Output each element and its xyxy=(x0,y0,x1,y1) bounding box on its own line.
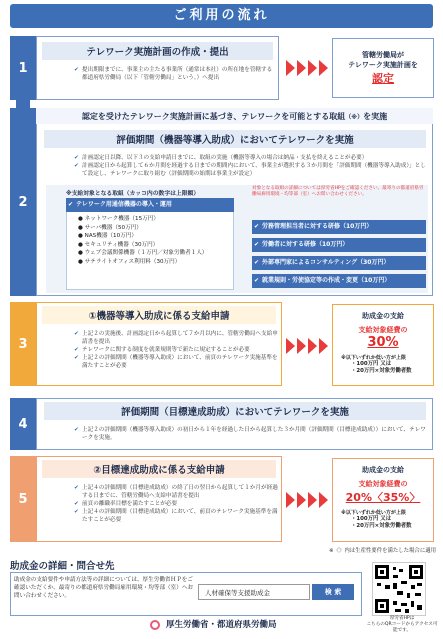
step1-side-box xyxy=(332,38,434,98)
support-limits: ・100万円 又は ・20万円×対象労働者数 xyxy=(351,361,412,374)
side-line: テレワーク実施計画を xyxy=(348,61,418,69)
check-icon: ✔ xyxy=(74,155,79,161)
support-value: 20%〈35%〉 xyxy=(345,491,421,504)
list-item: ● サテライトオフィス利用料（30万円） xyxy=(78,258,181,265)
arrow-group-3 xyxy=(286,338,330,354)
right-item-2: ✔ 労働者に対する研修（10万円） xyxy=(252,238,426,252)
qr-code-icon xyxy=(372,562,426,616)
list-item: ● セキュリティ機器（30万円） xyxy=(78,241,159,248)
list-item: ● サーバ機器（50万円） xyxy=(78,224,142,231)
arrow-group-1 xyxy=(286,60,330,76)
target-note: 対象となる取組の詳細については厚労省HPをご確認ください。最寄りの都道府県労働局雇用環境・均等部（室）へお問い合わせください。 xyxy=(252,186,424,197)
check-icon: ✔ xyxy=(74,509,79,515)
arrow-right-icon xyxy=(308,60,317,76)
arrow-right-icon xyxy=(308,338,317,354)
side-line: 管轄労働局が xyxy=(362,51,404,59)
search-input[interactable]: 人材確保等支援助成金 xyxy=(198,584,310,600)
step-number-5: 5 xyxy=(10,456,36,542)
step-number-3: 3 xyxy=(10,302,36,386)
check-icon: ✔ xyxy=(74,347,79,353)
contact-body: 助成金の支給要件や申請方法等の詳細については、厚生労働省ＨＰをご確認いただくか、最寄りの都道府県労働局雇用環境・均等部（室）へお問い合わせください。 xyxy=(14,577,194,599)
footer-label: 厚生労働省・都道府県労働局 xyxy=(166,620,277,630)
arrow-right-icon xyxy=(308,492,317,508)
footnote: ※〈〉内は生産性要件を満たした場合に適用 xyxy=(329,548,436,554)
list-item: ● ネットワーク機器（15万円） xyxy=(78,216,159,222)
right-item-3: ✔ 外部専門家によるコンサルティング（30万円） xyxy=(252,256,426,270)
right-item-1: ✔ 労務管理担当者に対する研修（10万円） xyxy=(252,220,426,234)
contact-title: 助成金の詳細・問合せ先 xyxy=(10,561,115,572)
arrow-right-icon xyxy=(319,338,328,354)
support-label: 支給対象経費の xyxy=(358,326,408,334)
support-title: 助成金の支給 xyxy=(362,466,404,474)
step5-heading: ②目標達成助成に係る支給申請 xyxy=(42,460,276,478)
side-certify: 認定 xyxy=(372,72,394,85)
left-items-list xyxy=(78,215,234,267)
arrow-right-icon xyxy=(319,492,328,508)
step3-support-box xyxy=(332,304,434,386)
step1-notes: ✔ 提出期限までに、事業主の主たる事業所（通常は本社）の所在地を管轄する都道府県労働局（以下「管轄労働局」という。）へ提出 xyxy=(74,67,273,81)
search-button[interactable]: 検 索 xyxy=(312,584,354,600)
step4-notes: ✔ 上記２の評価期間（機器等導入助成）の初日から１年を経過した日から起算した３か月間（評価期間（目標達成助成））において、テレワークを実施。 xyxy=(74,427,426,441)
step4-heading: 評価期間（目標達成助成）においてテレワークを実施 xyxy=(44,402,426,420)
step1-heading: テレワーク実施計画の作成・提出 xyxy=(42,42,273,60)
support-title: 助成金の支給 xyxy=(362,312,404,320)
step-number-4: 4 xyxy=(10,398,36,450)
step3-heading: ①機器等導入助成に係る支給申請 xyxy=(42,306,276,324)
arrow-right-icon xyxy=(286,338,295,354)
check-icon: ✔ xyxy=(74,427,79,433)
support-note: ※以下いずれか低い方が上限 xyxy=(341,355,406,361)
step5-support-box xyxy=(332,458,434,542)
arrow-right-icon xyxy=(297,60,306,76)
support-note: ※以下いずれか低い方が上限 xyxy=(341,510,406,516)
list-item: ● NAS機器（10万円） xyxy=(78,233,137,240)
list-item: ● ウェブ会議関係機器（１万円／対象労働者１人） xyxy=(78,250,208,257)
page-title: ご利用の流れ xyxy=(10,4,433,28)
arrow-right-icon xyxy=(286,492,295,508)
step3-notes: ✔ 上記２の実施後、計画認定日から起算して７か月以内に、管轄労働局へ支給申請書を提出 ✔ テレワークに関する制度を就業規則等で新たに規定することが必要 ✔ 上記２の評価期間（機器等導入助成）において、前頁のテレワーク実施基準を満たすことが必要 xyxy=(74,331,278,369)
step-number-1: 1 xyxy=(10,36,36,100)
step2-main-heading: 評価期間（機器等導入助成）においてテレワークを実施 xyxy=(44,130,426,148)
check-icon: ✔ xyxy=(74,501,79,507)
right-item-4: ✔ 就業規則・労使協定等の作成・変更（10万円） xyxy=(252,274,426,288)
arrow-group-5 xyxy=(286,492,330,508)
arrow-right-icon xyxy=(286,60,295,76)
check-icon: ✔ xyxy=(74,163,79,169)
step-number-2: 2 xyxy=(10,108,36,296)
support-limits: ・100万円 又は ・20万円×対象労働者数 xyxy=(351,516,412,529)
qr-caption: 厚労省HPは こちらのQRコードからアクセス可能です。 xyxy=(366,616,438,633)
step5-notes: ✔ 上記４の評価期間（目標達成助成）の終了日の翌日から起算して１か月が経過する日までに、管轄労働局へ支給申請書を提出 ✔ 前頁の離職率目標を満たすことが必要 ✔ 上記４の評価期間（目標達成助成）において、前頁のテレワーク実施基準を満たすことが必要 xyxy=(74,485,278,523)
arrow-right-icon xyxy=(297,338,306,354)
step2-notes: ✔ 計画認定日以降、以下３の支給申請日までに、取組の実施（機器等導入の場合は納品・支払を終えることが必要） ✔ 計画認定日から起算して６か月間を経過する日までの期間内において、事業主が選択する３か月間を「評価期間（機器等導入助成）」として設定し、テレワークに取り組む（評価期間の始期は事業主が設定） xyxy=(74,155,426,177)
support-value: 30% xyxy=(367,335,399,350)
ministry-logo-icon xyxy=(150,620,160,630)
step2-top-heading: 認定を受けたテレワーク実施計画に基づき、テレワークを可能とする取組 （※） を実施 xyxy=(36,108,433,124)
check-icon: ✔ xyxy=(74,331,79,337)
support-label: 支給対象経費の xyxy=(358,480,408,488)
check-icon: ✔ xyxy=(74,355,79,361)
target-title: ※支給対象となる取組（カッコ内の数字は上限額） xyxy=(66,191,200,197)
arrow-right-icon xyxy=(319,60,328,76)
check-icon: ✔ xyxy=(74,485,79,491)
left-items-header: ✔ テレワーク用通信機器の導入・運用 xyxy=(66,198,234,212)
arrow-right-icon xyxy=(297,492,306,508)
check-icon: ✔ xyxy=(74,67,79,73)
